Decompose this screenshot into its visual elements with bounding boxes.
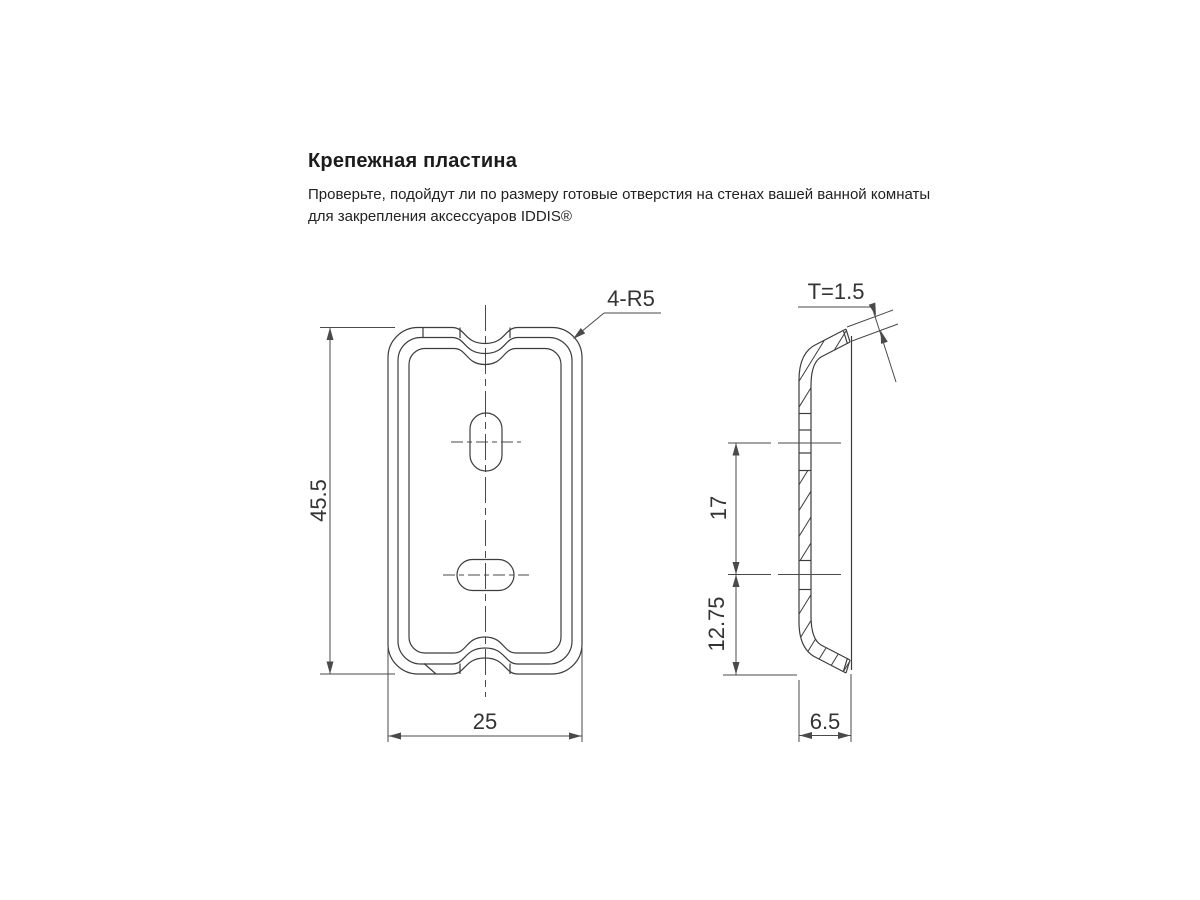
height-dimension bbox=[306, 328, 395, 675]
profile-outer-face bbox=[799, 329, 846, 673]
corner-radius-label: 4-R5 bbox=[607, 286, 655, 311]
section-hatching bbox=[560, 315, 1080, 690]
side-depth-label: 6.5 bbox=[809, 709, 841, 734]
depth-dimension bbox=[799, 674, 851, 742]
front-height-label: 45.5 bbox=[306, 479, 331, 522]
front-view bbox=[306, 286, 661, 742]
front-width-label: 25 bbox=[472, 709, 498, 734]
side-lower-span-label: 12.75 bbox=[704, 596, 729, 652]
side-upper-span-label: 17 bbox=[706, 495, 731, 521]
page-description-line: для закрепления аксессуаров IDDIS® bbox=[308, 208, 572, 225]
slot-position-dimensions bbox=[704, 443, 841, 675]
side-view bbox=[560, 279, 1080, 742]
side-thickness-label: T=1.5 bbox=[807, 279, 865, 304]
page-title: Крепежная пластина bbox=[308, 150, 518, 172]
thickness-dimension bbox=[798, 279, 898, 382]
corner-radius-callout bbox=[573, 286, 661, 339]
stamping-tick-marks bbox=[423, 328, 510, 675]
page-description-line: Проверьте, подойдут ли по размеру готовые отверстия на стенах вашей ванной комнаты bbox=[308, 186, 931, 203]
profile-inner-face bbox=[811, 342, 850, 660]
